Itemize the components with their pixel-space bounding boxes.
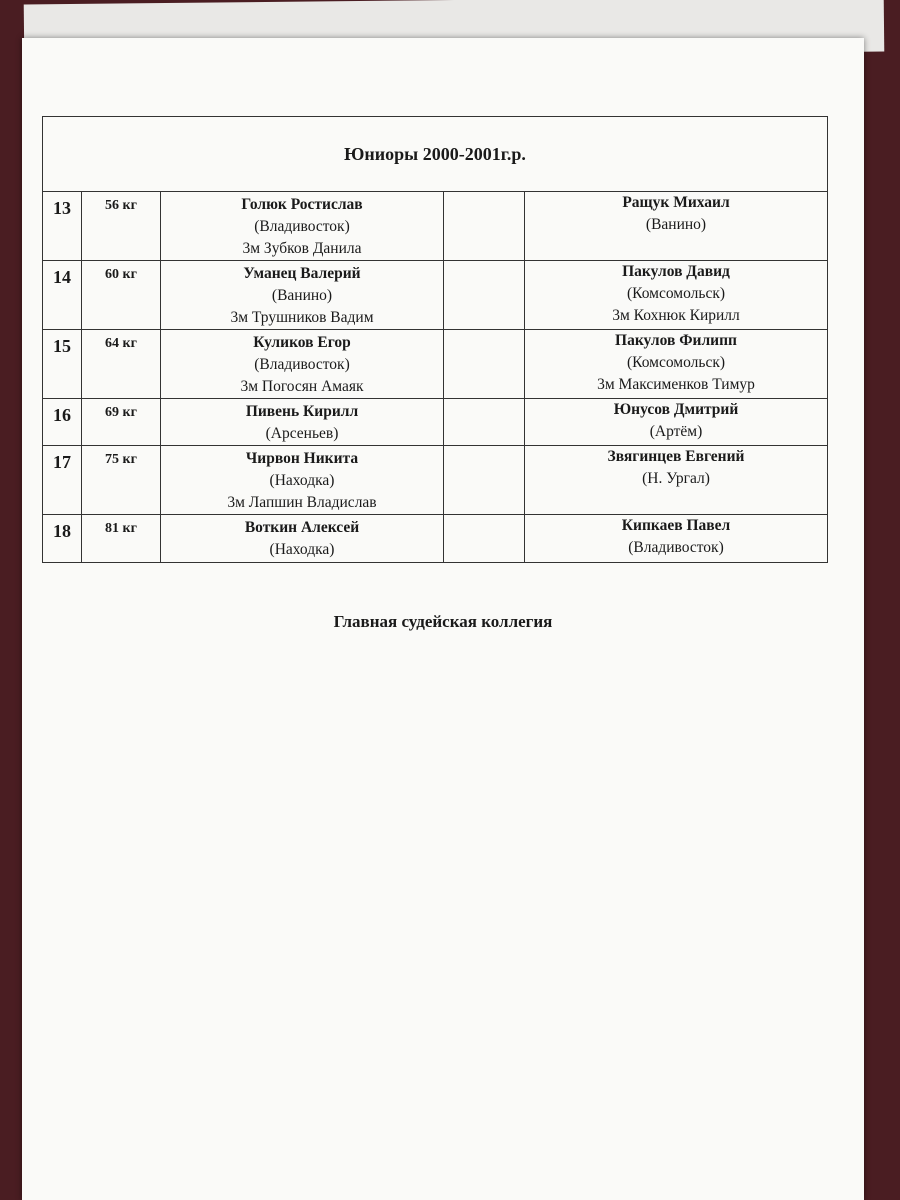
table-row — [43, 330, 828, 399]
blue-athlete-name: Пакулов Филипп — [615, 332, 737, 349]
title-row — [43, 117, 828, 192]
result-cell — [444, 515, 525, 563]
blue-athlete-name: Ращук Михаил — [622, 194, 730, 211]
result-cell — [444, 446, 525, 515]
table-row — [43, 515, 828, 563]
weight-class: 81 кг — [82, 515, 161, 563]
blue-athlete-city: (Владивосток) — [628, 539, 724, 556]
blue-athlete-city: (Ванино) — [645, 216, 707, 233]
blue-athlete-city: (Комсомольск) — [626, 354, 726, 371]
row-number: 15 — [43, 330, 82, 399]
red-athlete-name: Уманец Валерий — [243, 265, 361, 282]
footer-caption: Главная судейская коллегия — [333, 612, 553, 631]
red-athlete-city: (Владивосток) — [254, 356, 350, 373]
red-athlete-city: (Арсеньев) — [265, 425, 339, 442]
blue-reserve: 3м Максименков Тимур — [597, 376, 755, 393]
result-cell — [444, 330, 525, 399]
red-athlete-name: Чирвон Никита — [245, 450, 359, 467]
red-athlete-name: Воткин Алексей — [244, 519, 360, 536]
blue-corner-cell — [525, 261, 828, 330]
red-athlete-name: Голюк Ростислав — [241, 196, 363, 213]
row-number: 13 — [43, 192, 82, 261]
blue-athlete-name: Пакулов Давид — [622, 263, 730, 280]
result-cell — [444, 261, 525, 330]
results-table — [42, 116, 828, 563]
red-corner-cell — [161, 261, 444, 330]
weight-class: 75 кг — [82, 446, 161, 515]
table-row — [43, 399, 828, 446]
blue-corner-cell — [525, 515, 828, 563]
red-reserve: 3м Зубков Данила — [242, 240, 362, 257]
red-athlete-city: (Ванино) — [271, 287, 333, 304]
table-row — [43, 261, 828, 330]
blue-reserve: 3м Кохнюк Кирилл — [612, 307, 740, 324]
document-page — [22, 38, 864, 1200]
weight-class: 60 кг — [82, 261, 161, 330]
row-number: 14 — [43, 261, 82, 330]
blue-corner-cell — [525, 446, 828, 515]
red-corner-cell — [161, 330, 444, 399]
blue-corner-cell — [525, 192, 828, 261]
weight-class: 56 кг — [82, 192, 161, 261]
weight-class: 64 кг — [82, 330, 161, 399]
red-reserve: 3м Трушников Вадим — [230, 309, 374, 326]
red-reserve: 3м Погосян Амаяк — [240, 378, 364, 395]
result-cell — [444, 399, 525, 446]
table-title: Юниоры 2000-2001г.р. — [43, 117, 828, 192]
blue-athlete-city: (Н. Ургал) — [642, 470, 710, 487]
red-corner-cell — [161, 399, 444, 446]
table-row — [43, 446, 828, 515]
red-athlete-city: (Владивосток) — [254, 218, 350, 235]
red-corner-cell — [161, 446, 444, 515]
red-corner-cell — [161, 192, 444, 261]
blue-athlete-city: (Артём) — [649, 423, 703, 440]
blue-athlete-city: (Комсомольск) — [626, 285, 726, 302]
weight-class: 69 кг — [82, 399, 161, 446]
result-cell — [444, 192, 525, 261]
row-number: 16 — [43, 399, 82, 446]
table-row — [43, 192, 828, 261]
blue-athlete-name: Юнусов Дмитрий — [613, 401, 739, 418]
blue-athlete-name: Звягинцев Евгений — [607, 448, 745, 465]
red-athlete-city: (Находка) — [269, 541, 335, 558]
red-reserve: 3м Лапшин Владислав — [227, 494, 377, 511]
red-corner-cell — [161, 515, 444, 563]
red-athlete-name: Куликов Егор — [253, 334, 351, 351]
row-number: 18 — [43, 515, 82, 563]
row-number: 17 — [43, 446, 82, 515]
blue-corner-cell — [525, 399, 828, 446]
blue-corner-cell — [525, 330, 828, 399]
red-athlete-city: (Находка) — [269, 472, 335, 489]
red-athlete-name: Пивень Кирилл — [245, 403, 359, 420]
blue-athlete-name: Кипкаев Павел — [621, 517, 731, 534]
